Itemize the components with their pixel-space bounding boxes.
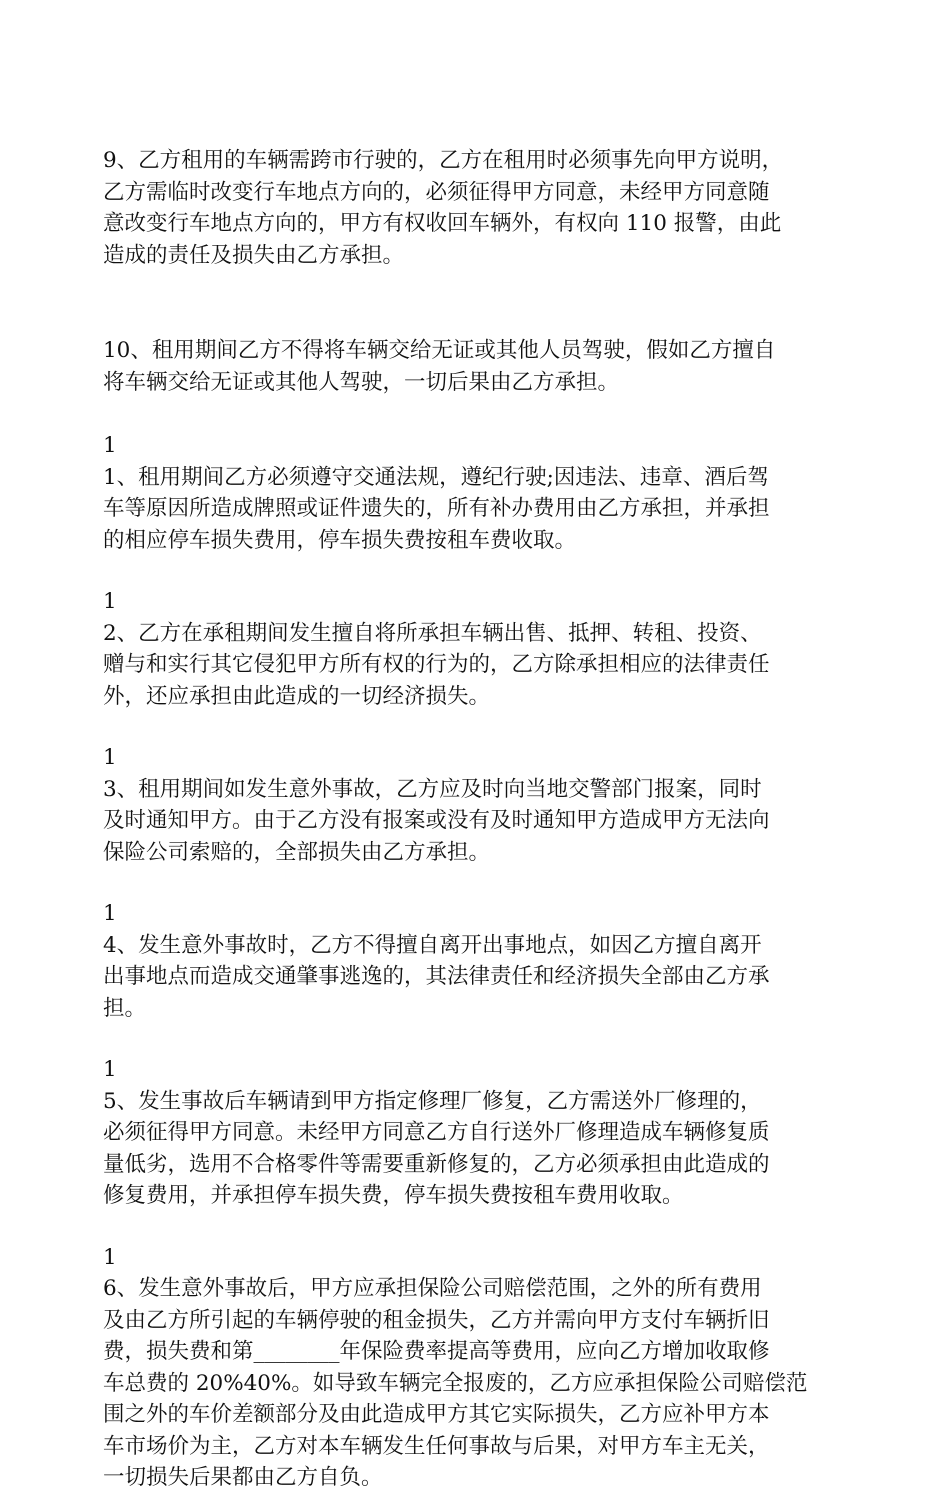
text-line: 及时通知甲方。由于乙方没有报案或没有及时通知甲方造成甲方无法向	[103, 808, 770, 833]
paragraph-spacer	[103, 398, 858, 430]
text-line: 车市场价为主，乙方对本车辆发生任何事故与后果，对甲方车主无关，	[103, 1433, 770, 1459]
text-line: 赠与和实行其它侵犯甲方所有权的行为的，乙方除承担相应的法律责任	[103, 652, 770, 677]
text-line: 1	[103, 1244, 117, 1270]
clause-10	[103, 335, 858, 398]
text-line: 5、发生事故后车辆请到甲方指定修理厂修复，乙方需送外厂修理的，	[103, 1088, 762, 1114]
document-page	[103, 145, 858, 1494]
text-line: 一切损失后果都由乙方自负。	[103, 1465, 383, 1490]
text-line: 将车辆交给无证或其他人驾驶，一切后果由乙方承担。	[103, 369, 620, 395]
text-line: 修复费用，并承担停车损失费，停车损失费按租车费用收取。	[103, 1183, 684, 1208]
text-line: 9、乙方租用的车辆需跨市行驶的，乙方在租用时必须事先向甲方说明，	[103, 148, 784, 173]
text-line: 担。	[103, 995, 147, 1021]
paragraph-spacer	[103, 271, 858, 335]
text-line: 2、乙方在承租期间发生擅自将所承担车辆出售、抵押、转租、投资、	[103, 620, 762, 646]
text-line: 保险公司索赔的，全部损失由乙方承担。	[103, 839, 491, 865]
text-line: 围之外的车价差额部分及由此造成甲方其它实际损失，乙方应补甲方本	[103, 1402, 770, 1427]
text-line: 3、租用期间如发生意外事故，乙方应及时向当地交警部门报案，同时	[103, 776, 762, 802]
clause-13	[103, 742, 858, 868]
text-line: 10、租用期间乙方不得将车辆交给无证或其他人员驾驶，假如乙方擅自	[103, 338, 776, 363]
clause-14	[103, 898, 858, 1024]
clause-16	[103, 1242, 858, 1494]
text-line: 4、发生意外事故时，乙方不得擅自离开出事地点，如因乙方擅自离开	[103, 932, 762, 958]
text-line: 造成的责任及损失由乙方承担。	[103, 242, 405, 268]
text-line: 6、发生意外事故后，甲方应承担保险公司赔偿范围，之外的所有费用	[103, 1276, 762, 1301]
text-line: 车等原因所造成牌照或证件遗失的，所有补办费用由乙方承担，并承担	[103, 496, 770, 521]
text-line: 量低劣，选用不合格零件等需要重新修复的，乙方必须承担由此造成的	[103, 1151, 770, 1177]
text-line: 1	[103, 901, 117, 926]
text-line: 必须征得甲方同意。未经甲方同意乙方自行送外厂修理造成车辆修复质	[103, 1120, 770, 1145]
clause-12	[103, 586, 858, 712]
text-line: 1	[103, 433, 117, 458]
text-line: 出事地点而造成交通肇事逃逸的，其法律责任和经济损失全部由乙方承	[103, 964, 770, 989]
paragraph-spacer	[103, 556, 858, 586]
paragraph-spacer	[103, 1212, 858, 1242]
text-line: 外，还应承担由此造成的一切经济损失。	[103, 683, 491, 709]
clause-15	[103, 1054, 858, 1212]
text-line: 费，损失费和第________年保险费率提高等费用，应向乙方增加收取修	[103, 1339, 770, 1364]
text-line: 1	[103, 745, 117, 770]
paragraph-spacer	[103, 712, 858, 742]
text-line: 乙方需临时改变行车地点方向的，必须征得甲方同意，未经甲方同意随	[103, 179, 770, 205]
clause-9	[103, 145, 858, 271]
text-line: 车总费的 20%40%。如导致车辆完全报废的，乙方应承担保险公司赔偿范	[103, 1370, 808, 1396]
text-line: 意改变行车地点方向的，甲方有权收回车辆外，有权向 110 报警，由此	[103, 211, 782, 236]
paragraph-spacer	[103, 1024, 858, 1054]
clause-11	[103, 430, 858, 556]
text-line: 1、租用期间乙方必须遵守交通法规，遵纪行驶;因违法、违章、酒后驾	[103, 464, 769, 490]
paragraph-spacer	[103, 868, 858, 898]
text-line: 1	[103, 589, 117, 614]
text-line: 1	[103, 1057, 117, 1082]
text-line: 及由乙方所引起的车辆停驶的租金损失，乙方并需向甲方支付车辆折旧	[103, 1307, 770, 1333]
text-line: 的相应停车损失费用，停车损失费按租车费收取。	[103, 527, 577, 553]
